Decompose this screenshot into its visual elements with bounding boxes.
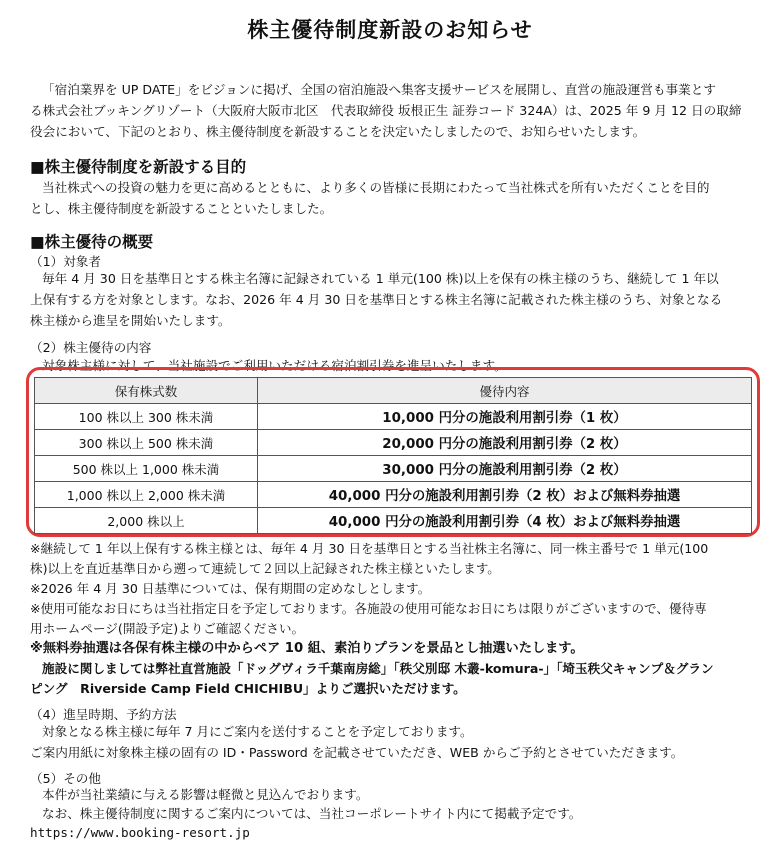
subsection-label-other: （5）その他 xyxy=(30,771,101,786)
section-heading-purpose: ■株主優待制度を新設する目的 xyxy=(30,158,247,176)
table-row xyxy=(35,404,752,430)
table-header-shares: 保有株式数 xyxy=(35,378,258,404)
section-heading-overview: ■株主優待の概要 xyxy=(30,233,154,251)
table-cell-benefit: 20,000 円分の施設利用割引券（2 枚） xyxy=(258,430,752,456)
note-line: ※2026 年 4 月 30 日基準については、保有期間の定めなしとします。 xyxy=(30,581,431,596)
note-line-lottery: ※無料券抽選は各保有株主様の中からペア 10 組、素泊りプランを景品とし抽選いたします。 xyxy=(30,641,584,656)
subsection-label-content: （2）株主優待の内容 xyxy=(30,340,152,355)
other-paragraph xyxy=(30,785,760,842)
note-line: ※使用可能なお日にちは当社指定日を予定しております。各施設の使用可能なお日にちは限りがございますので、優待専 xyxy=(30,601,707,616)
page-title: 株主優待制度新設のお知らせ xyxy=(247,18,533,42)
eligibility-paragraph xyxy=(30,268,760,331)
note-line: 株)以上を直近基準日から遡って連続して２回以上記録された株主様といたします。 xyxy=(30,561,500,576)
table-cell-shares: 2,000 株以上 xyxy=(35,508,258,534)
corporate-site-url[interactable]: https://www.booking-resort.jp xyxy=(30,825,250,840)
benefit-table xyxy=(34,377,752,534)
table-cell-shares: 300 株以上 500 株未満 xyxy=(35,430,258,456)
schedule-line: ご案内用紙に対象株主様の固有の ID・Password を記載させていただき、WEB からご予約とさせていただきます。 xyxy=(30,745,684,760)
eligibility-line: 株主様から進呈を開始いたします。 xyxy=(30,313,231,328)
notes-block xyxy=(30,539,760,699)
table-cell-benefit: 30,000 円分の施設利用割引券（2 枚） xyxy=(258,456,752,482)
note-line-facilities: 施設に関しましては弊社直営施設「ドッグヴィラ千葉南房総」「秩父別邸 木叢-komura-」「埼玉秩父キャンプ＆グラン xyxy=(42,661,714,676)
table-header-benefit: 優待内容 xyxy=(258,378,752,404)
eligibility-line: 上保有する方を対象とします。なお、2026 年 4 月 30 日を基準日とする株主名簿に記載された株主様のうち、対象となる xyxy=(30,292,723,307)
note-line: 用ホームページ(開設予定)よりご確認ください。 xyxy=(30,621,305,636)
table-row xyxy=(35,430,752,456)
eligibility-line: 毎年 4 月 30 日を基準日とする株主名簿に記録されている 1 単元(100 株)以上を保有の株主様のうち、継続して 1 年以 xyxy=(42,271,719,286)
note-line-facilities: ピング Riverside Camp Field CHICHIBU」よりご選択いただけます。 xyxy=(30,681,466,696)
table-header-row xyxy=(35,378,752,404)
table-cell-benefit: 40,000 円分の施設利用割引券（2 枚）および無料券抽選 xyxy=(258,482,752,508)
table-row xyxy=(35,456,752,482)
table-cell-shares: 500 株以上 1,000 株未満 xyxy=(35,456,258,482)
schedule-paragraph xyxy=(30,721,760,763)
intro-line: 「宿泊業界を UP DATE」をビジョンに掲げ、全国の宿泊施設へ集客支援サービスを展開し、直営の施設運営も事業とす xyxy=(42,82,716,97)
intro-line: 役会において、下記のとおり、株主優待制度を新設することを決定いたしましたので、お知らせいたします。 xyxy=(30,124,646,139)
purpose-paragraph xyxy=(30,177,760,219)
subsection-label-eligibility: （1）対象者 xyxy=(30,254,101,269)
table-cell-shares: 100 株以上 300 株未満 xyxy=(35,404,258,430)
note-line: ※継続して 1 年以上保有する株主様とは、毎年 4 月 30 日を基準日とする当社株主名簿に、同一株主番号で 1 単元(100 xyxy=(30,541,709,556)
subsection-label-schedule: （4）進呈時期、予約方法 xyxy=(30,707,177,722)
other-line: なお、株主優待制度に関するご案内については、当社コーポレートサイト内にて掲載予定です。 xyxy=(42,806,582,821)
content-description: 対象株主様に対して、当社施設でご利用いただける宿泊割引券を進呈いたします。 xyxy=(42,358,507,373)
intro-paragraph xyxy=(30,79,760,142)
table-cell-shares: 1,000 株以上 2,000 株未満 xyxy=(35,482,258,508)
table-cell-benefit: 10,000 円分の施設利用割引券（1 枚） xyxy=(258,404,752,430)
table-row xyxy=(35,508,752,534)
intro-line: る株式会社ブッキングリゾート（大阪府大阪市北区 代表取締役 坂根正生 証券コード 324A）は、2025 年 9 月 12 日の取締 xyxy=(30,103,742,118)
other-line: 本件が当社業績に与える影響は軽微と見込んでおります。 xyxy=(42,787,369,802)
table-cell-benefit: 40,000 円分の施設利用割引券（4 枚）および無料券抽選 xyxy=(258,508,752,534)
purpose-line: とし、株主優待制度を新設することといたしました。 xyxy=(30,201,333,216)
purpose-line: 当社株式への投資の魅力を更に高めるとともに、より多くの皆様に長期にわたって当社株式を所有いただくことを目的 xyxy=(42,180,710,195)
table-row xyxy=(35,482,752,508)
benefit-table-highlight xyxy=(26,367,760,537)
schedule-line: 対象となる株主様に毎年 7 月にご案内を送付することを予定しております。 xyxy=(42,724,473,739)
